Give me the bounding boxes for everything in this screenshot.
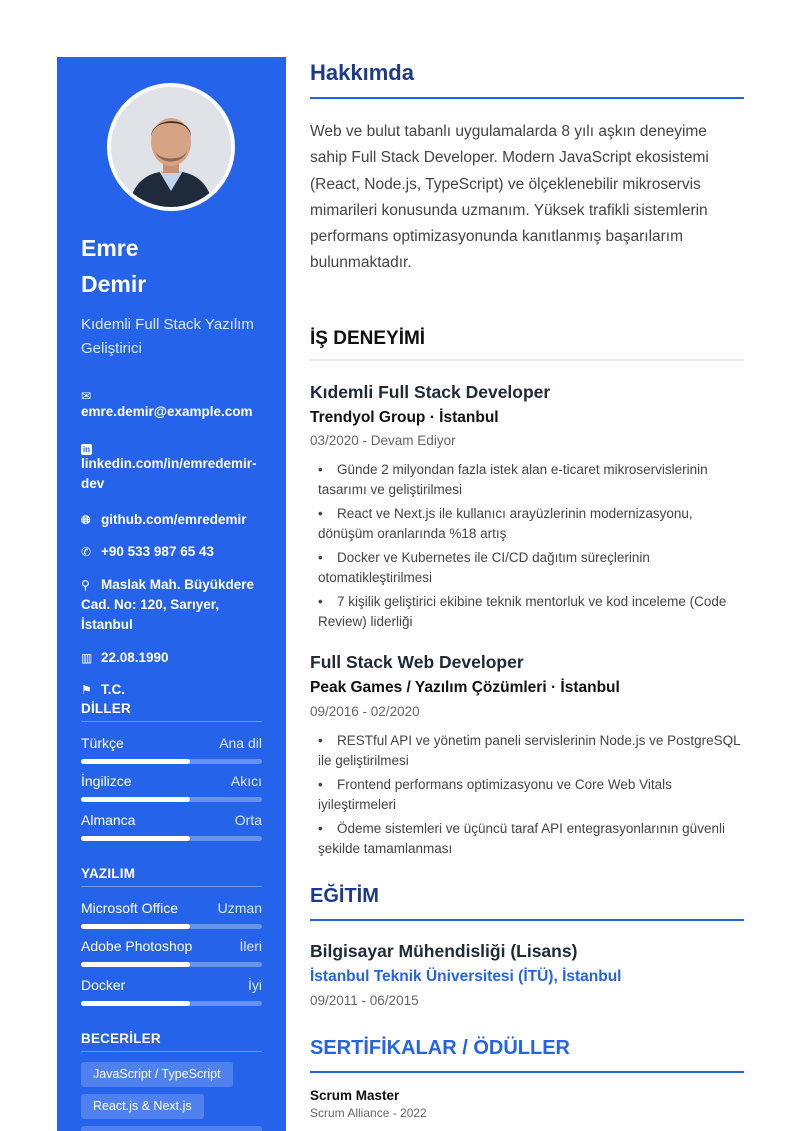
education-school: İstanbul Teknik Üniversitesi (İTÜ), İstanbul [310,968,622,985]
contact-email[interactable] [81,386,266,422]
job-company: Trendyol Group · İstanbul [310,409,499,426]
certificates-title: SERTİFİKALAR / ÖDÜLLER [310,1037,570,1059]
contact-linkedin[interactable] [81,438,266,494]
language-row [81,773,262,789]
address-text: Maslak Mah. Büyükdere Cad. No: 120, Sarıyer, İstanbul [81,577,255,632]
list-item: • Ödeme sistemleri ve üçüncü taraf API entegrasyonlarının güvenli şekilde tamamlanması [318,819,748,859]
education-degree: Bilgisayar Mühendisliği (Lisans) [310,941,578,961]
software-name: Adobe Photoshop [81,938,193,954]
sidebar [57,57,286,1131]
language-name: Almanca [81,812,136,828]
software-title: YAZILIM [81,866,262,887]
level-bar [81,924,262,929]
software-name: Docker [81,977,126,993]
level-bar [81,962,262,967]
job-title: Kıdemli Full Stack Developer [310,382,551,402]
level-bar [81,797,262,802]
birthdate-text: 22.08.1990 [101,650,169,665]
level-bar-fill [81,1001,190,1006]
software-row [81,977,262,993]
envelope-icon: ✉ [81,389,92,403]
last-name: Demir [81,271,147,297]
education-title: EĞİTİM [310,885,379,907]
linkedin-text: linkedin.com/in/emredemir-dev [81,456,257,491]
first-name: Emre [81,235,139,261]
job-bullets [318,731,748,863]
job-title: Full Stack Web Developer [310,652,524,672]
skills-title: BECERİLER [81,1031,262,1052]
divider [310,97,744,99]
contact-birthdate [81,648,266,668]
list-item: • Docker ve Kubernetes ile CI/CD dağıtım süreçlerinin otomatikleştirilmesi [318,548,748,588]
software-row [81,938,262,954]
job-date: 09/2016 - 02/2020 [310,704,420,719]
nationality-text: T.C. [101,682,126,697]
full-name [81,230,146,302]
language-row [81,812,262,828]
skill-chip-partial [81,1126,262,1131]
github-text: github.com/emredemir [101,512,247,527]
level-bar [81,836,262,841]
job-company: Peak Games / Yazılım Çözümleri · İstanbul [310,679,620,696]
software-level: İleri [239,938,262,954]
flag-icon: ⚑ [81,683,92,697]
software-level: İyi [248,977,262,993]
list-item: • RESTful API ve yönetim paneli servislerinin Node.js ve PostgreSQL ile geliştirilmesi [318,731,748,771]
about-title: Hakkımda [310,60,414,85]
contact-github[interactable] [81,510,266,530]
language-name: Türkçe [81,735,124,751]
profile-photo [111,87,231,207]
cake-icon: ▥ [81,651,93,665]
level-bar-fill [81,836,190,841]
language-row [81,735,262,751]
level-bar-fill [81,759,190,764]
language-name: İngilizce [81,773,132,789]
list-item: • Günde 2 milyondan fazla istek alan e-ticaret mikroservislerinin tasarımı ve geliştirilmesi [318,460,748,500]
level-bar-fill [81,924,190,929]
contact-nationality [81,680,266,700]
language-level: Ana dil [219,735,262,751]
software-name: Microsoft Office [81,900,178,916]
education-date: 09/2011 - 06/2015 [310,993,419,1008]
list-item: • 7 kişilik geliştirici ekibine teknik mentorluk ve kod inceleme (Code Review) liderliği [318,592,748,632]
divider [310,919,744,921]
experience-title: İŞ DENEYİMİ [310,328,426,349]
job-role: Kıdemli Full Stack Yazılım Geliştirici [81,316,254,357]
avatar [107,83,235,211]
divider [310,359,744,361]
contact-address [81,575,266,635]
level-bar-fill [81,962,190,967]
divider [310,1071,744,1073]
list-item: • Frontend performans optimizasyonu ve Core Web Vitals iyileştirmeleri [318,775,748,815]
phone-text: +90 533 987 65 43 [101,544,214,559]
level-bar [81,759,262,764]
language-level: Akıcı [230,773,262,789]
languages-title: DİLLER [81,701,262,722]
phone-icon: ✆ [81,545,92,559]
about-text: Web ve bulut tabanlı uygulamalarda 8 yılı aşkın deneyime sahip Full Stack Developer. Modern JavaScript ekosistemi (React, Node.js, TypeScript) ve ölçeklenebilir mikroservis mimarileri konusunda uzmanım. Yüksek trafikli sistemlerin performans optimizasyonunda kanıtlanmış başarılarım bulunmaktadır. [310,123,709,272]
map-pin-icon: ⚲ [81,578,90,592]
linkedin-icon: in [82,445,91,454]
level-bar-fill [81,797,190,802]
software-row [81,900,262,916]
contact-phone[interactable] [81,542,266,562]
skill-chip: JavaScript / TypeScript [81,1062,233,1087]
level-bar [81,1001,262,1006]
certificate-name: Scrum Master [310,1088,400,1103]
email-text: emre.demir@example.com [81,404,253,419]
skill-chip: React.js & Next.js [81,1094,204,1119]
language-level: Orta [234,812,262,828]
job-date: 03/2020 - Devam Ediyor [310,433,456,448]
software-level: Uzman [217,900,262,916]
list-item: • React ve Next.js ile kullanıcı arayüzlerinin modernizasyonu, dönüşüm oranlarında %18 artış [318,504,748,544]
certificate-meta: Scrum Alliance - 2022 [310,1106,427,1120]
globe-icon: 🌐︎ [81,513,91,527]
job-bullets [318,460,748,636]
